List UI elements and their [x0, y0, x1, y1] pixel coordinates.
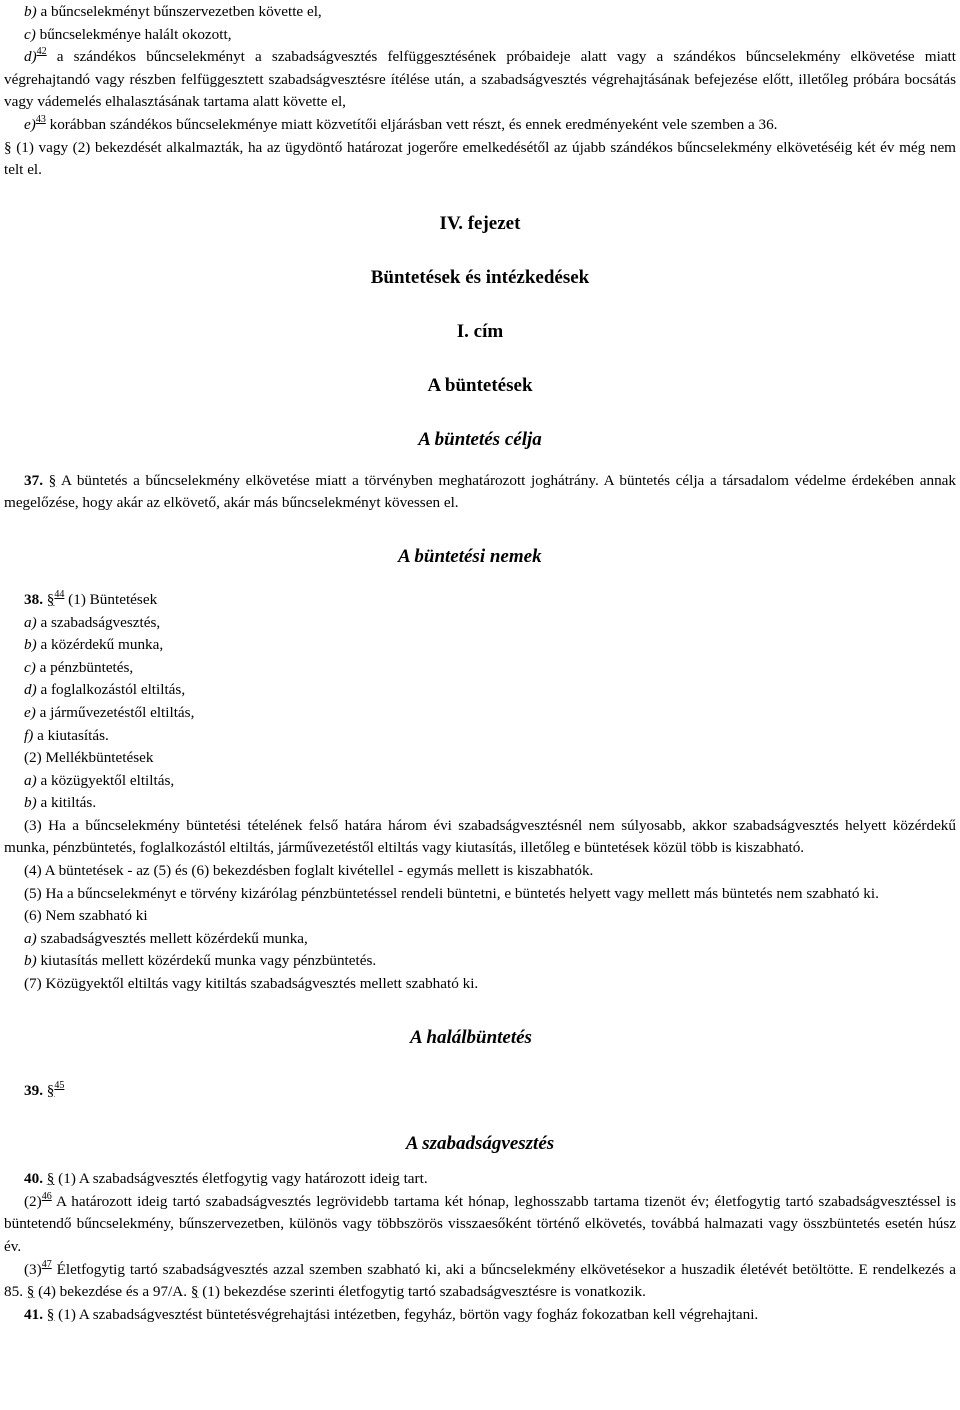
- section-40-1: 40. § (1) A szabadságvesztés életfogytig vagy határozott ideig tart.: [24, 1170, 428, 1188]
- section-sign-link[interactable]: §: [46, 590, 55, 608]
- list-item: a) a közügyektől eltiltás,: [24, 771, 175, 789]
- section-40-3: $(3)^{47}$ Életfogytig tartó szabadságvesztés azzal szemben szabható ki, aki a bűncselekmény elkövetésekor a huszadik életévét betöltötte. E rendelkezés a 85. § (4) bekezdése és a 97/A. § (1) bekezdése szerinti életfogytig tartó szabadságvesztésre is vonatkozik.: [4, 1258, 956, 1301]
- list-item: b) a közérdekű munka,: [24, 636, 164, 654]
- point-e: e)$^{43}$ korábban szándékos bűncselekménye miatt közvetítői eljárásban vett részt, és ennek eredményeként vele szemben a 36.: [24, 113, 778, 133]
- list-item: a) a szabadságvesztés,: [24, 613, 161, 631]
- footnote-ref-46[interactable]: 46: [41, 1190, 52, 1202]
- list-item: c) a pénzbüntetés,: [24, 658, 134, 676]
- paragraph-6: (6) Nem szabható ki: [24, 907, 148, 925]
- footnote-ref-42[interactable]: 42: [36, 46, 47, 58]
- paragraph-4: (4) A büntetések - az (5) és (6) bekezdésben foglalt kivétellel - egymás mellett is kiszabhatók.: [24, 862, 594, 880]
- section-sign-link[interactable]: §: [46, 1305, 55, 1323]
- section-39: 39. §$^{45}$: [24, 1079, 65, 1099]
- section-sign-link[interactable]: §: [46, 1170, 55, 1188]
- title-number: I. cím: [456, 320, 504, 342]
- list-item: b) a kitiltás.: [24, 794, 97, 812]
- list-item: d) a foglalkozástól eltiltás,: [24, 681, 186, 699]
- section-sign-link[interactable]: §: [4, 138, 12, 156]
- footnote-ref-45[interactable]: 45: [54, 1079, 65, 1091]
- list-item: e) a járművezetéstől eltiltás,: [24, 703, 195, 721]
- section-sign-link[interactable]: §: [26, 1283, 35, 1301]
- title-name: A büntetések: [427, 374, 533, 396]
- paragraph-5: (5) Ha a bűncselekményt e törvény kizárólag pénzbüntetéssel rendeli büntetni, e büntetés helyett vagy mellett más büntetés nem szabható ki.: [24, 884, 879, 902]
- section-38-lead: 38. §$^{44}$ (1) Büntetések: [24, 588, 158, 608]
- list-item: f) a kiutasítás.: [24, 726, 109, 744]
- subheading-kinds: A büntetési nemek: [398, 545, 542, 567]
- section-37: 37. § A büntetés a bűncselekmény elkövetése miatt a törvényben meghatározott joghátrány. A büntetés célja a társadalom védelme érdekében annak megelőzése, hogy akár az elkövető, akár más bűncselekményt kövessen el.: [4, 471, 957, 512]
- section-41: 41. § (1) A szabadságvesztést büntetésvégrehajtási intézetben, fegyház, börtön vagy fogház fokozatban kell végrehajtani.: [24, 1305, 759, 1323]
- footnote-ref-47[interactable]: 47: [41, 1258, 52, 1270]
- paragraph-2: (2) Mellékbüntetések: [24, 749, 154, 767]
- list-item: b) kiutasítás mellett közérdekű munka vagy pénzbüntetés.: [24, 952, 377, 970]
- section-sign-link[interactable]: §: [48, 471, 57, 489]
- section-sign-link[interactable]: §: [46, 1081, 55, 1099]
- section-36-continuation: § (1) vagy (2) bekezdését alkalmazták, ha az ügydöntő határozat jogerőre emelkedésétől az újabb szándékos bűncselekmény elkövetéséig két év még nem telt el.: [4, 138, 956, 179]
- footnote-ref-43[interactable]: 43: [35, 113, 46, 125]
- subheading-imprisonment: A szabadságvesztés: [405, 1133, 555, 1155]
- paragraph-7: (7) Közügyektől eltiltás vagy kitiltás szabadságvesztés mellett szabható ki.: [24, 975, 479, 993]
- point-b: b) a bűncselekményt bűnszervezetben követte el,: [24, 3, 322, 20]
- chapter-number: IV. fejezet: [439, 212, 521, 234]
- paragraph-3: (3) Ha a bűncselekmény büntetési tételének felső határa három évi szabadságvesztésnél nem súlyosabb, akkor szabadságvesztés helyett közérdekű munka, pénzbüntetés, foglalkozástól eltiltás, járművezetéstől eltiltás vagy kiutasítás, illetőleg e büntetések közül több is kiszabható.: [4, 816, 956, 857]
- section-sign-link[interactable]: §: [190, 1283, 199, 1301]
- chapter-title: Büntetések és intézkedések: [370, 266, 590, 288]
- subheading-purpose: A büntetés célja: [418, 428, 542, 450]
- point-d: d)$^{42}$ a szándékos bűncselekményt a szabadságvesztés felfüggesztésének próbaideje alatt vagy a szándékos bűncselekmény elkövetése miatt végrehajtandó vagy részben felfüggesztett szabadságvesztésre ítélése után, a szabadságvesztés végrehajtásának befejezése előtt, illetőleg próbára bocsátás vagy vádemelés elhalasztásának tartama alatt követte el,: [4, 46, 956, 111]
- section-40-2: $(2)^{46}$ A határozott ideig tartó szabadságvesztés legrövidebb tartama két hónap, leghosszabb tartama tizenöt év; életfogytig tartó szabadságvesztéssel is büntetendő bűncselekmény, bűnszervezetben, különös vagy többszörös visszaesőként történő elkövetés, továbbá halmazati vagy összbüntetés esetén húsz év.: [4, 1190, 956, 1255]
- list-item: a) szabadságvesztés mellett közérdekű munka,: [24, 929, 308, 947]
- point-c: c) bűncselekménye halált okozott,: [24, 25, 232, 43]
- footnote-ref-44[interactable]: 44: [54, 588, 65, 600]
- subheading-death-penalty: A halálbüntetés: [410, 1026, 532, 1048]
